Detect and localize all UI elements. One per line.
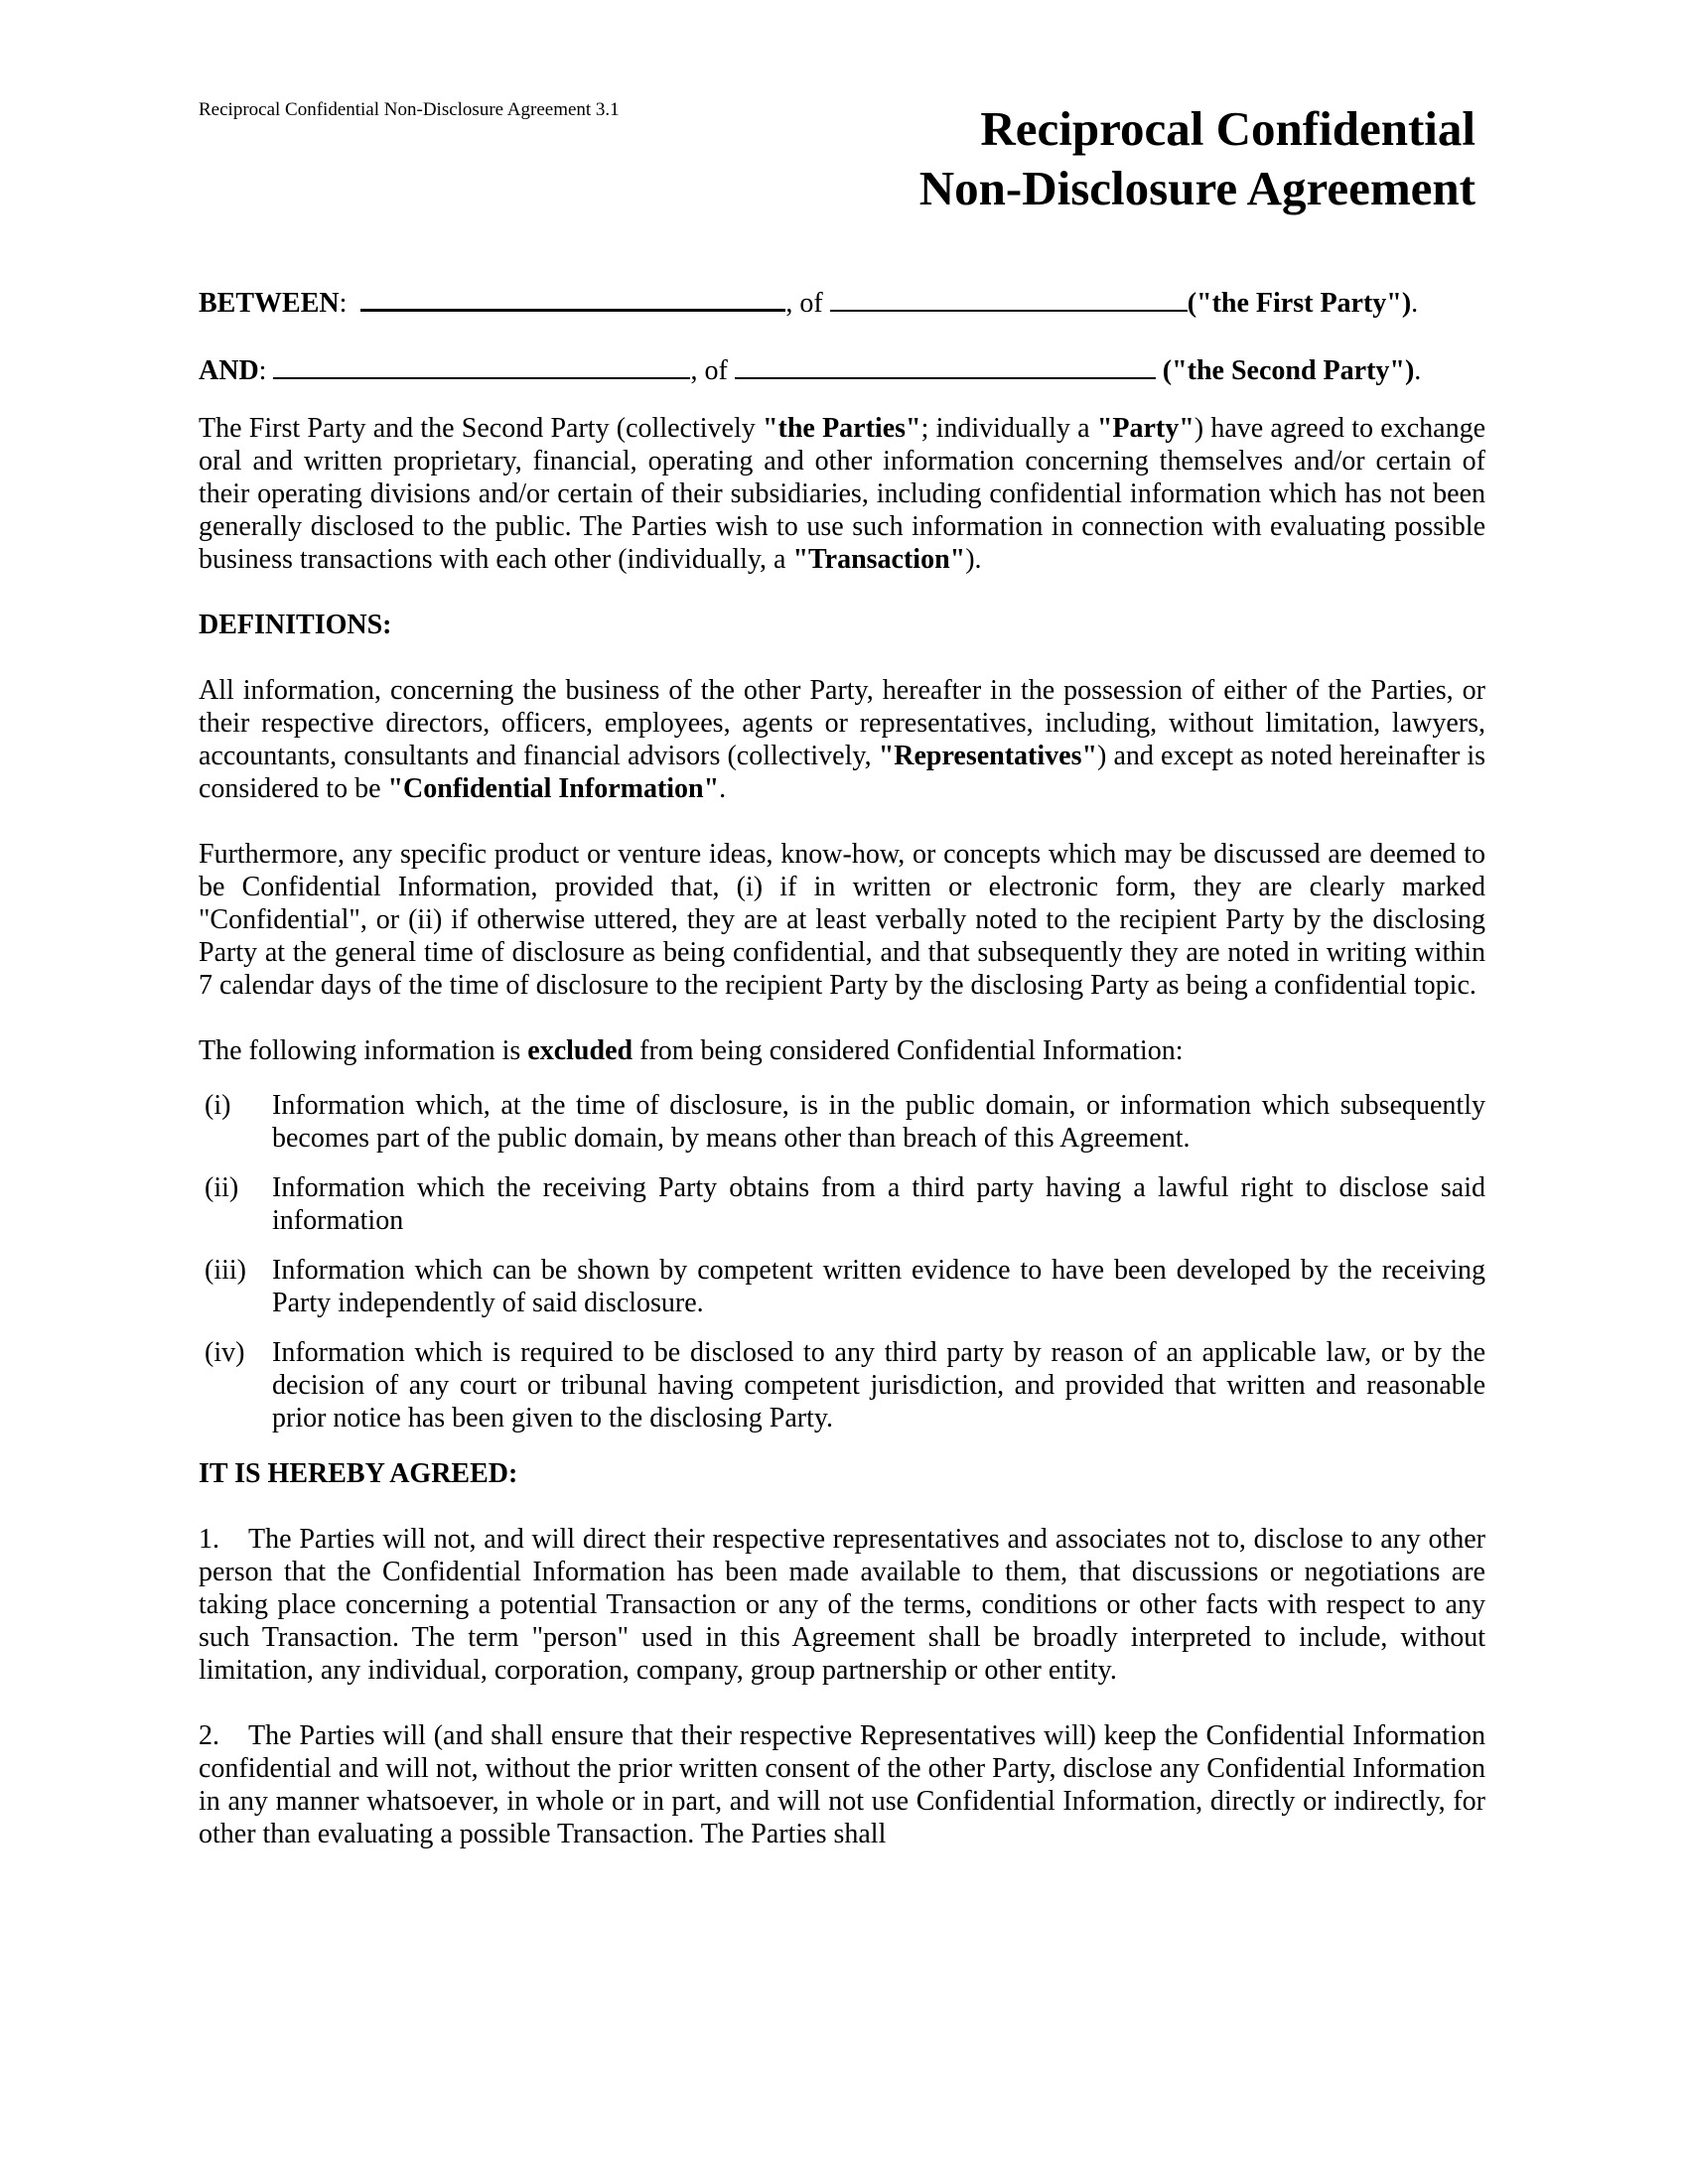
list-item-number: (iii) bbox=[205, 1255, 246, 1286]
clause-number: 1. bbox=[199, 1524, 219, 1555]
list-item bbox=[199, 1254, 1485, 1319]
title-line-1: Reciprocal Confidential bbox=[980, 101, 1476, 156]
clause-text: The Parties will (and shall ensure that their respective Representatives will) keep the Confidential Information confidential and will not, without the prior written consent of the other Party, disclose any Confidential Information in any manner whatsoever, in whole or in part, and will not use Confidential Information, directly or indirectly, for other than evaluating a possible Transaction. The Parties shall bbox=[199, 1720, 1485, 1849]
list-item-text: Information which can be shown by competent written evidence to have been developed by the receiving Party independently of said disclosure. bbox=[272, 1255, 1485, 1318]
list-item-text: Information which the receiving Party obtains from a third party having a lawful right to disclose said information bbox=[272, 1172, 1485, 1236]
clause-2 bbox=[199, 1719, 1485, 1850]
running-header: Reciprocal Confidential Non-Disclosure Agreement 3.1 bbox=[199, 99, 620, 120]
second-party-name-field[interactable] bbox=[273, 351, 690, 379]
list-item bbox=[199, 1089, 1485, 1155]
list-item bbox=[199, 1336, 1485, 1434]
list-item-text: Information which, at the time of disclosure, is in the public domain, or information which subsequently becomes part of the public domain, by means other than breach of this Agreement. bbox=[272, 1090, 1485, 1154]
exclusions-intro: The following information is excluded from being considered Confidential Information: bbox=[199, 1035, 1184, 1066]
list-item bbox=[199, 1171, 1485, 1237]
document-title bbox=[919, 99, 1476, 218]
list-item-text: Information which is required to be disclosed to any third party by reason of an applicable law, or by the decision of any court or tribunal having competent jurisdiction, and provided that written and reasonable prior notice has been given to the disclosing Party. bbox=[272, 1337, 1485, 1433]
list-item-number: (i) bbox=[205, 1090, 231, 1121]
and-label: AND bbox=[199, 355, 259, 386]
definitions-paragraph-1: All information, concerning the business of the other Party, hereafter in the possession of either of the Parties, or their respective directors, officers, employees, agents or representatives, including, without limitation, lawyers, accountants, consultants and financial advisors (collectively, "Representatives") and except as noted hereinafter is considered to be "Confidential Information". bbox=[199, 675, 1486, 804]
and-line: AND: , of ("the Second Party"). bbox=[199, 351, 1485, 389]
title-line-2: Non-Disclosure Agreement bbox=[918, 161, 1476, 215]
clause-number: 2. bbox=[199, 1720, 219, 1751]
first-party-address-field[interactable] bbox=[830, 284, 1188, 312]
agreement-heading: IT IS HEREBY AGREED: bbox=[199, 1458, 518, 1489]
second-party-address-field[interactable] bbox=[735, 351, 1156, 379]
intro-paragraph: The First Party and the Second Party (collectively "the Parties"; individually a "Party") have agreed to exchange oral and written proprietary, financial, operating and other information concerning themselves and/or certain of their operating divisions and/or certain of their subsidiaries, including confidential information which has not been generally disclosed to the public. The Parties wish to use such information in connection with evaluating possible business transactions with each other (individually, a "Transaction"). bbox=[199, 413, 1485, 575]
first-party-definition: ("the First Party") bbox=[1187, 288, 1412, 319]
exclusions-list bbox=[199, 1089, 1485, 1434]
document-body bbox=[199, 283, 1485, 1850]
list-item-number: (iv) bbox=[205, 1337, 245, 1368]
between-label: BETWEEN bbox=[199, 288, 340, 319]
list-item-number: (ii) bbox=[205, 1172, 239, 1203]
clause-text: The Parties will not, and will direct their respective representatives and associates not to, disclose to any other person that the Confidential Information has been made available to them, that discussions or negotiations are taking place concerning a potential Transaction or any of the terms, conditions or other facts with respect to any such Transaction. The term "person" used in this Agreement shall be broadly interpreted to include, without limitation, any individual, corporation, company, group partnership or other entity. bbox=[199, 1524, 1485, 1686]
clause-1 bbox=[199, 1523, 1485, 1687]
definitions-paragraph-2: Furthermore, any specific product or venture ideas, know-how, or concepts which may be discussed are deemed to be Confidential Information, provided that, (i) if in written or electronic form, they are clearly marked "Confidential", or (ii) if otherwise uttered, they are at least verbally noted to the recipient Party by the disclosing Party at the general time of disclosure as being confidential, and that subsequently they are noted in writing within 7 calendar days of the time of disclosure to the recipient Party by the disclosing Party as being a confidential topic. bbox=[199, 839, 1485, 1001]
first-party-name-field[interactable] bbox=[360, 283, 785, 312]
between-line: BETWEEN: , of ("the First Party"). bbox=[199, 283, 1485, 322]
definitions-heading: DEFINITIONS: bbox=[199, 610, 392, 640]
second-party-definition: ("the Second Party") bbox=[1162, 355, 1415, 386]
